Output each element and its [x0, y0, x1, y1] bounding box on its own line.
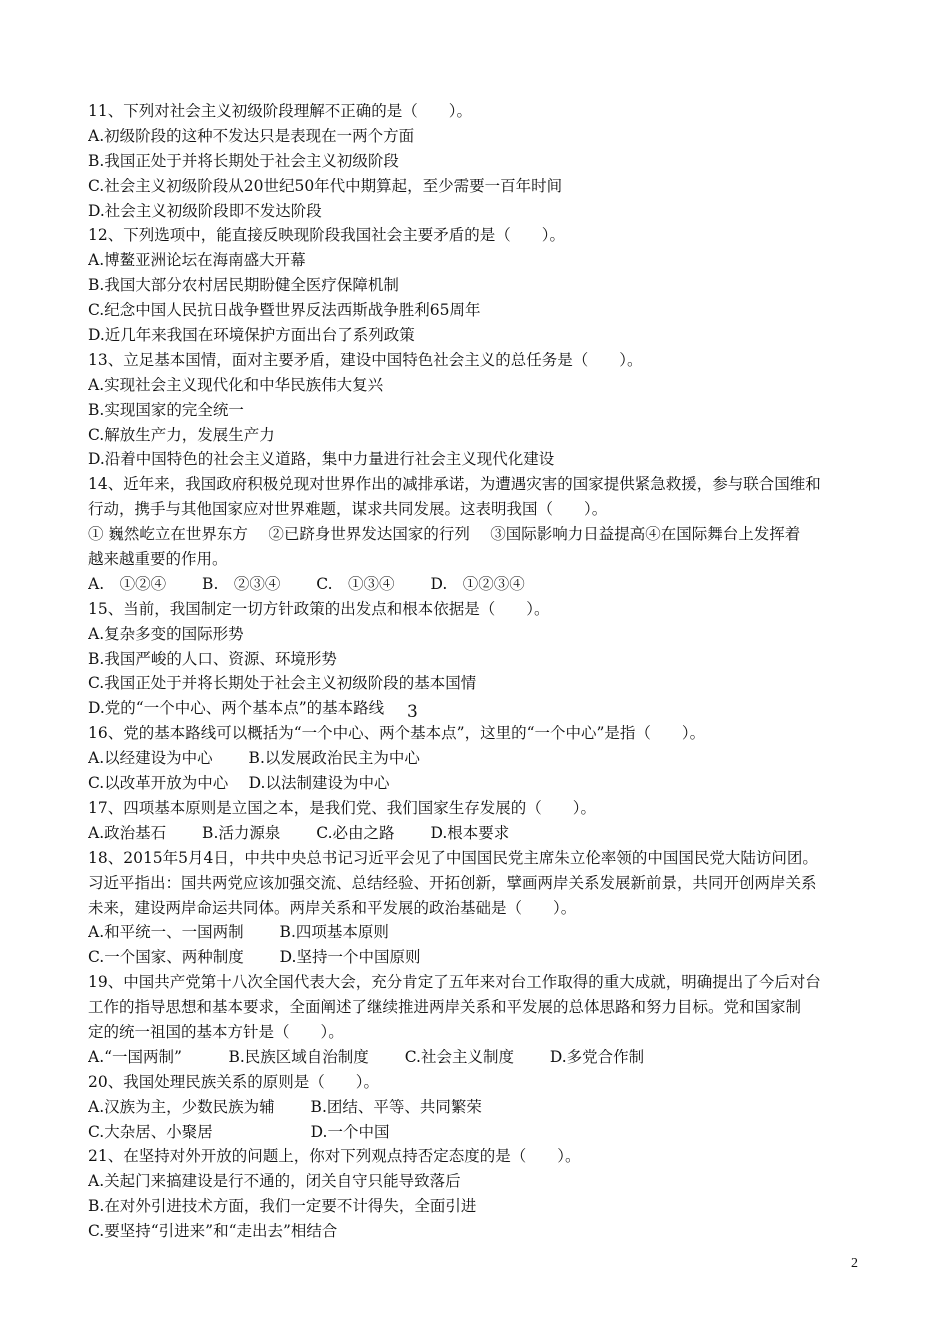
text-line: 18、2015年5月4日，中共中央总书记习近平会见了中国国民党主席朱立伦率领的中国国民党大陆访问团。 [88, 848, 818, 867]
text-line: A.以经建设为中心 B.以发展政治民主为中心 [88, 749, 420, 768]
stray-mark: 3 [407, 702, 418, 722]
text-line: B.我国严峻的人口、资源、环境形势 [88, 649, 337, 668]
text-line: 行动，携手与其他国家应对世界难题，谋求共同发展。这表明我国（ ）。 [88, 500, 608, 519]
text-line: C.一个国家、两种制度 D.坚持一个中国原则 [88, 948, 421, 967]
text-line: 15、当前，我国制定一切方针政策的出发点和根本依据是（ ）。 [88, 599, 550, 618]
text-line: C.解放生产力，发展生产力 [88, 425, 275, 444]
text-line: C.纪念中国人民抗日战争暨世界反法西斯战争胜利65周年 [88, 301, 481, 320]
text-line: A. ①②④ B. ②③④ C. ①③④ D. ①②③④ [88, 574, 525, 593]
text-line: A.初级阶段的这种不发达只是表现在一两个方面 [88, 126, 415, 145]
text-line: 19、中国共产党第十八次全国代表大会，充分肯定了五年来对台工作取得的重大成就，明确提出了今后对台 [88, 973, 821, 992]
page-number: 2 [851, 1256, 858, 1271]
text-line: A.汉族为主，少数民族为辅 B.团结、平等、共同繁荣 [88, 1097, 482, 1116]
text-line: A.关起门来搞建设是行不通的，闭关自守只能导致落后 [88, 1172, 461, 1191]
text-line: 习近平指出：国共两党应该加强交流、总结经验、开拓创新，擘画两岸关系发展新前景，共同开创两岸关系 [88, 873, 817, 892]
text-line: C.我国正处于并将长期处于社会主义初级阶段的基本国情 [88, 674, 477, 693]
text-line: A.“一国两制” B.民族区域自治制度 C.社会主义制度 D.多党合作制 [88, 1047, 645, 1066]
text-line: A.复杂多变的国际形势 [88, 624, 244, 643]
text-line: A.政治基石 B.活力源泉 C.必由之路 D.根本要求 [88, 823, 510, 842]
text-line: 12、下列选项中，能直接反映现阶段我国社会主要矛盾的是（ ）。 [88, 226, 565, 245]
text-line: C.大杂居、小聚居 D.一个中国 [88, 1122, 390, 1141]
text-line: B.我国正处于并将长期处于社会主义初级阶段 [88, 151, 399, 170]
text-line: B.实现国家的完全统一 [88, 400, 244, 419]
text-line: 16、党的基本路线可以概括为“一个中心、两个基本点”，这里的“一个中心”是指（ ）。 [88, 724, 706, 743]
text-line: 17、四项基本原则是立国之本，是我们党、我们国家生存发展的（ ）。 [88, 798, 596, 817]
text-line: 工作的指导思想和基本要求，全面阐述了继续推进两岸关系和平发展的总体思路和努力目标。党和国家制 [88, 998, 802, 1017]
text-line: 21、在坚持对外开放的问题上，你对下列观点持否定态度的是（ ）。 [88, 1147, 581, 1166]
text-line: D.沿着中国特色的社会主义道路，集中力量进行社会主义现代化建设 [88, 450, 555, 469]
text-line: A.和平统一、一国两制 B.四项基本原则 [88, 923, 389, 942]
text-line: 定的统一祖国的基本方针是（ ）。 [88, 1022, 344, 1041]
question-content [88, 99, 868, 1244]
text-line: B.在对外引进技术方面，我们一定要不计得失，全面引进 [88, 1197, 477, 1216]
text-line: 20、我国处理民族关系的原则是（ ）。 [88, 1072, 379, 1091]
text-line: 13、立足基本国情，面对主要矛盾，建设中国特色社会主义的总任务是（ ）。 [88, 350, 643, 369]
text-line: 11、下列对社会主义初级阶段理解不正确的是（ ）。 [88, 102, 472, 120]
text-line: C.要坚持“引进来”和“走出去”相结合 [88, 1222, 338, 1241]
text-line: A.博鳌亚洲论坛在海南盛大开幕 [88, 251, 306, 270]
text-line: D.近几年来我国在环境保护方面出台了系列政策 [88, 326, 415, 345]
text-line: 越来越重要的作用。 [88, 550, 228, 569]
text-line: B.我国大部分农村居民期盼健全医疗保障机制 [88, 276, 399, 295]
text-line: C.以改革开放为中心 D.以法制建设为中心 [88, 774, 390, 793]
text-line: D.党的“一个中心、两个基本点”的基本路线 [88, 699, 385, 718]
text-line: A.实现社会主义现代化和中华民族伟大复兴 [88, 375, 384, 394]
text-line: ① 巍然屹立在世界东方 ②已跻身世界发达国家的行列 ③国际影响力日益提高④在国际舞台上发挥着 [88, 525, 801, 544]
text-line: C.社会主义初级阶段从20世纪50年代中期算起，至少需要一百年时间 [88, 176, 563, 195]
text-line: 未来，建设两岸命运共同体。两岸关系和平发展的政治基础是（ ）。 [88, 898, 577, 917]
text-line: D.社会主义初级阶段即不发达阶段 [88, 201, 322, 220]
text-line: 14、近年来，我国政府积极兑现对世界作出的减排承诺，为遭遇灾害的国家提供紧急救援，参与联合国维和 [88, 475, 821, 494]
